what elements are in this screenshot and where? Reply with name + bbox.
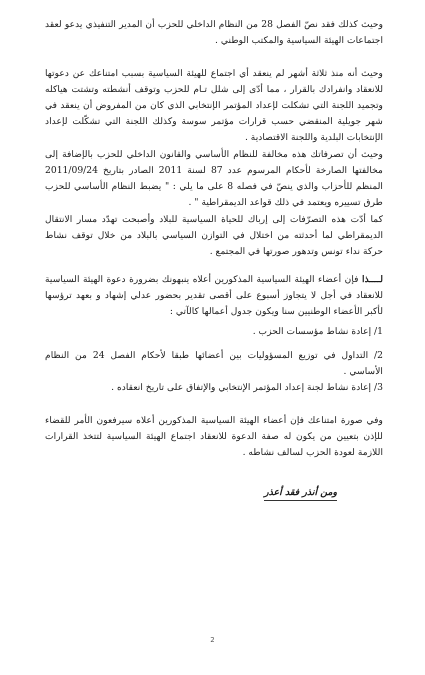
paragraph-violations: وحيث أن تصرفاتك هذه مخالفة للنظام الأساسي والقانون الداخلي للحزب بالإضافة إلى مخالفتها الصارخة لأحكام المرسوم عدد 87 لسنة 2011 الصادر بتاريخ 2011/09/24 المنظم للأحزاب والذي ينصّ في فصله 8 على ما يلي : " يضبط النظام الأساسي للحزب طرق تسييره ويعتمد في ذلك قواعد الديمقراطية " . <box>45 149 383 208</box>
page-number: 2 <box>210 636 215 644</box>
call-lead-word: لــــذا <box>362 274 383 285</box>
paragraph-consequences: كما أدّت هذه التصرّفات إلى إرباك للحياة السياسية للبلاد وأصبحت تهدّد مسار الانتقال الديمقراطي لما أحدثته من اختلال في التوازن السياسي بالبلاد من خلال توقف نشاط حركة نداء تونس وتدهور صورتها في المجتمع . <box>45 214 383 257</box>
paragraph-article-28: وحيث كذلك فقد نصّ الفصل 28 من النظام الداخلي للحزب أن المدير التنفيذي يدعو لعقد اجتماعات الهيئة السياسية والمكتب الوطني . <box>45 19 383 46</box>
paragraph-closing: وفي صورة امتناعك فإن أعضاء الهيئة السياسية المذكورين أعلاه سيرفعون الأمر للقضاء للإذن بتعيين من يكون له صفة الدعوة للانعقاد اجتماع الهيئة السياسية لتتخذ القرارات اللازمة لعودة الحزب لسالف نشاطه . <box>45 415 383 458</box>
call-text: فإن أعضاء الهيئة السياسية المذكورين أعلاه ينبهونك بضرورة دعوة الهيئة السياسية للانعقاد في أجل لا يتجاوز أسبوع على أقصى تقدير بحضور عدلي إشهاد و بعهد ترؤسها لأكبر الأعضاء الوطنيين سنا ويكون جدول أعمالها كالآتي : <box>45 274 383 317</box>
paragraph-three-months: وحيث أنه منذ ثلاثة أشهر لم ينعقد أي اجتماع للهيئة السياسية بسبب امتناعك عن دعوتها للانعقاد وانفرادك بالقرار ، مما أدّى إلى شلل تـام للحزب وتوقف أنشطته وتشتت هياكله وتجميد اللجنة التي تشكلت لإعداد المؤتمر الإنتخابي الذي كان من المفروض أن ينعقد في شهر جويلية المنقضي حسب قرارات مؤتمر سوسة وكذلك اللجنة التي تشكّلت لإعداد الإنتخابات البلدية واللجنة الاقتصادية . <box>45 68 383 143</box>
closing-signature: ومن أنذر فقد أعذر <box>264 486 337 501</box>
agenda-item-3: 3/ إعادة نشاط لجنة إعداد المؤتمر الإنتخابي والإتفاق على تاريخ انعقاده . <box>111 382 383 393</box>
paragraph-call <box>45 272 383 320</box>
agenda-item-2: 2/ التداول في توزيع المسؤوليات بين أعضائها طبقا لأحكام الفصل 24 من النظام الأساسي . <box>45 350 383 377</box>
agenda-item-1: 1/ إعادة نشاط مؤسسات الحزب . <box>252 326 383 337</box>
